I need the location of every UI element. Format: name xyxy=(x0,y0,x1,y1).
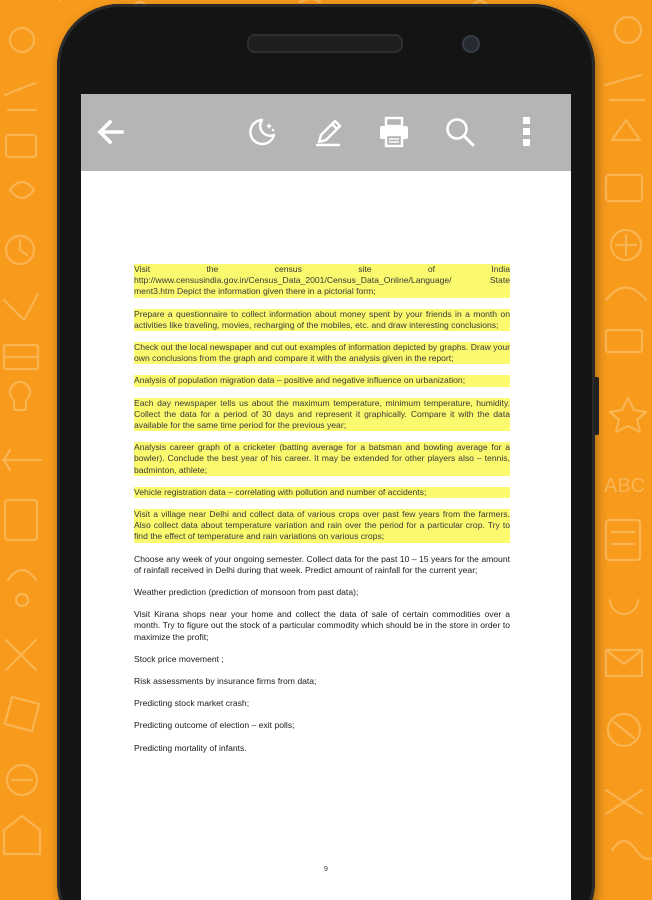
paragraph[interactable]: Predicting stock market crash; xyxy=(134,698,250,709)
arrow-left-icon xyxy=(95,116,127,148)
phone-speaker xyxy=(247,34,403,53)
reader-toolbar xyxy=(81,94,571,171)
vertical-dots-icon xyxy=(519,115,535,149)
search-button[interactable] xyxy=(442,114,478,150)
highlighted-paragraph[interactable]: Visit a village near Delhi and collect data of various crops over past few years from the farmers. Also collect data about temperature variation and rain over the period for a particular crop. Try to find the effect of temperature and rain variations on various crops; xyxy=(134,509,510,542)
paragraph[interactable]: Choose any week of your ongoing semester. Collect data for the past 10 – 15 years for the amount of rainfall received in Delhi during that week. Predict amount of rainfall for the current year; xyxy=(134,553,510,575)
magnifier-icon xyxy=(443,115,477,149)
pencil-icon xyxy=(311,115,345,149)
annotate-button[interactable] xyxy=(310,114,346,150)
highlighted-paragraph[interactable]: Vehicle registration data – correlating with pollution and number of accidents; xyxy=(134,487,510,498)
highlighted-paragraph[interactable]: Visit the census site of India http://www.censusindia.gov.in/Census_Data_2001/Census_Data_Online/Language/ State ment3.htm Depict the information given there in a pictorial form; xyxy=(134,264,510,297)
highlighted-paragraph[interactable]: Each day newspaper tells us about the maximum temperature, minimum temperature, humidity. Collect the data for a period of 30 days and represent it graphically. Compare it with the data available for the same time period for the previous year; xyxy=(134,397,510,431)
print-button[interactable] xyxy=(376,114,412,150)
document-text xyxy=(134,264,510,765)
paragraph[interactable]: Predicting outcome of election – exit polls; xyxy=(134,720,295,731)
highlighted-paragraph[interactable]: Prepare a questionnaire to collect information about money spent by your friends in a month on activities like traveling, movies, recharging of the mobiles, etc. and draw interesting conclusions; xyxy=(134,308,510,330)
svg-text:ABC: ABC xyxy=(604,475,646,497)
paragraph[interactable]: Weather prediction (prediction of monsoon from past data); xyxy=(134,587,359,598)
phone-camera xyxy=(462,35,480,53)
highlighted-paragraph[interactable]: Check out the local newspaper and cut out examples of information depicted by graphs. Draw your own conclusions from the graph and compare it with the analysis given in the report; xyxy=(134,342,510,364)
highlighted-paragraph[interactable]: Analysis of population migration data – positive and negative influence on urbanization; xyxy=(134,375,510,386)
paragraph[interactable]: Stock price movement ; xyxy=(134,653,224,664)
pdf-page[interactable] xyxy=(81,171,571,900)
moon-stars-icon xyxy=(245,115,279,149)
phone-side-button xyxy=(594,377,599,435)
app-screen xyxy=(81,94,571,900)
highlighted-paragraph[interactable]: Analysis career graph of a cricketer (batting average for a batsman and bowling average for a bowler). Conclude the best year of his career. It may be extended for other players also – tennis, badminton, athlete; xyxy=(134,442,510,475)
more-options-button[interactable] xyxy=(509,114,545,150)
page-number: 9 xyxy=(324,866,328,873)
paragraph[interactable]: Risk assessments by insurance firms from data; xyxy=(134,676,317,687)
printer-icon xyxy=(376,114,412,150)
back-button[interactable] xyxy=(93,114,129,150)
night-mode-button[interactable] xyxy=(244,114,280,150)
paragraph[interactable]: Predicting mortality of infants. xyxy=(134,742,247,753)
paragraph[interactable]: Visit Kirana shops near your home and collect the data of sale of certain commodities over a month. Try to figure out the stock of a particular commodity which should be in the store in order to maximize the profit; xyxy=(134,609,510,642)
